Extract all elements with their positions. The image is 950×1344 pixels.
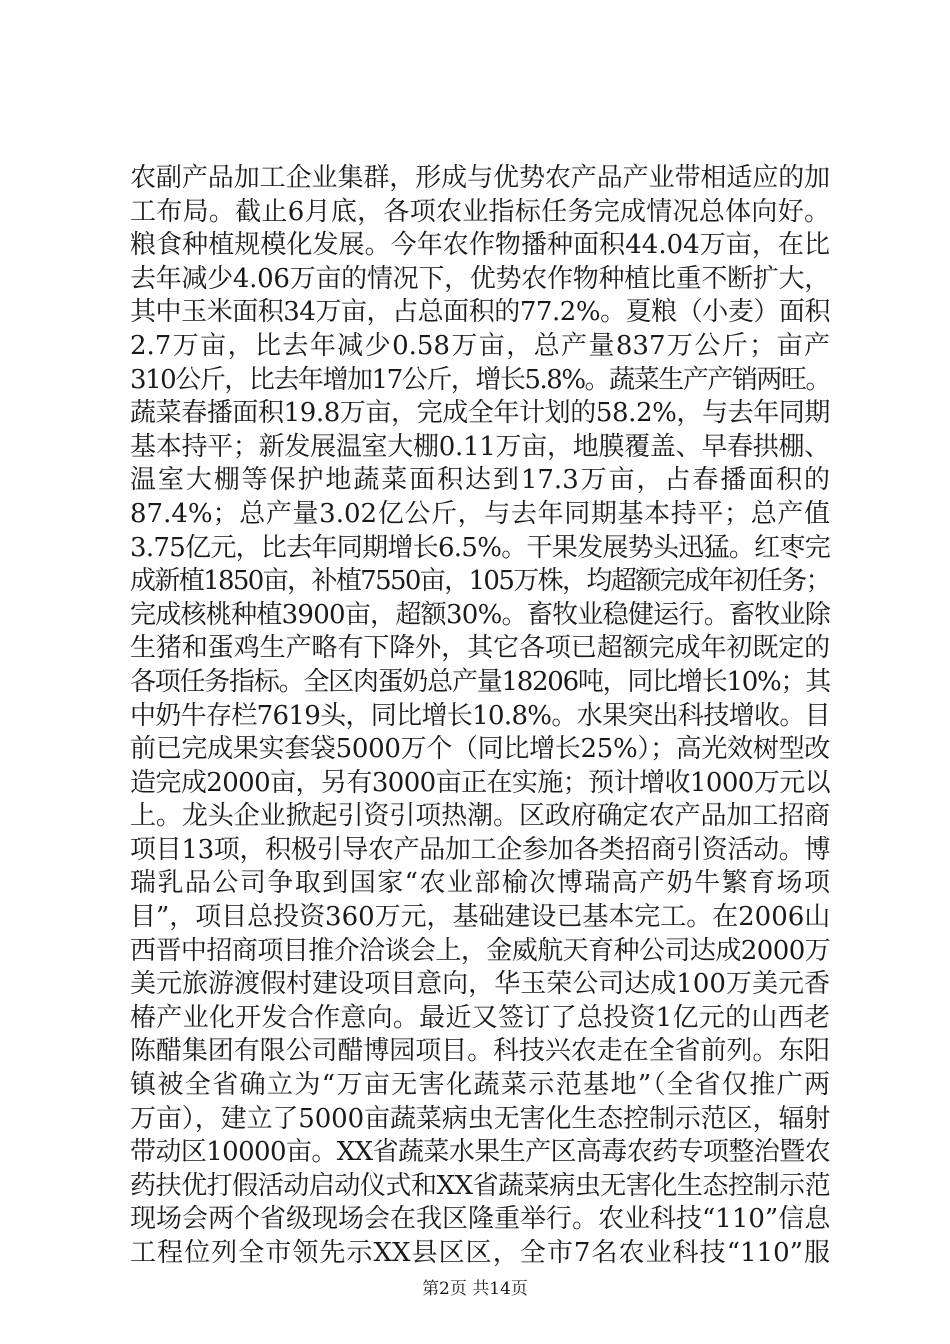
- text-line-18: 前已完成果实套袋5000万个（同比增长25%）；高光效树型改: [130, 734, 830, 765]
- text-line-1: 农副产品加工企业集群，形成与优势农产品产业带相适应的加: [130, 163, 831, 193]
- text-line-33: 工程位列全市领先示XX县区区，全市7名农业科技“110”服: [130, 1238, 830, 1268]
- text-line-28: 镇被全省确立为“万亩无害化蔬菜示范基地”（全省仅推广两: [130, 1070, 830, 1101]
- text-line-26: 椿产业化开发合作意向。最近又签订了总投资1亿元的山西老: [130, 1002, 830, 1033]
- text-line-29: 万亩），建立了5000亩蔬菜病虫无害化生态控制示范区，辐射: [130, 1103, 831, 1134]
- text-line-16: 各项任务指标。全区肉蛋奶总产量18206吨，同比增长10%；其: [130, 666, 830, 697]
- text-line-14: 完成核桃种植3900亩，超额30%。畜牧业稳健运行。畜牧业除: [130, 599, 831, 630]
- text-line-25: 美元旅游渡假村建设项目意向，华玉荣公司达成100万美元香: [130, 969, 830, 1000]
- text-line-9: 基本持平；新发展温室大棚0.11万亩，地膜覆盖、早春拱棚、: [130, 431, 830, 462]
- text-line-10: 温室大棚等保护地蔬菜面积达到17.3万亩，占春播面积的: [130, 465, 830, 496]
- text-line-6: 2.7万亩，比去年减少0.58万亩，总产量837万公斤；亩产: [130, 330, 830, 361]
- text-line-8: 蔬菜春播面积19.8万亩，完成全年计划的58.2%，与去年同期: [130, 398, 830, 429]
- text-line-21: 项目13项，积极引导农产品加工企参加各类招商引资活动。博: [130, 834, 831, 865]
- text-line-11: 87.4%；总产量3.02亿公斤，与去年同期基本持平；总产值: [130, 498, 830, 529]
- text-line-5: 其中玉米面积34万亩，占总面积的77.2%。夏粮（小麦）面积: [130, 297, 830, 328]
- text-line-2: 工布局。截止6月底，各项农业指标任务完成情况总体向好。: [130, 196, 830, 227]
- text-line-30: 带动区10000亩。XX省蔬菜水果生产区高毒农药专项整治暨农: [130, 1137, 830, 1168]
- body-text: [130, 162, 830, 1271]
- text-line-13: 成新植1850亩，补植7550亩，105万株，均超额完成年初任务；: [130, 566, 830, 597]
- text-line-4: 去年减少4.06万亩的情况下，优势农作物种植比重不断扩大，: [130, 263, 830, 294]
- text-line-7: 310公斤，比去年增加17公斤，增长5.8%。蔬菜生产产销两旺。: [130, 364, 830, 395]
- text-line-27: 陈醋集团有限公司醋博园项目。科技兴农走在全省前列。东阳: [130, 1036, 831, 1067]
- text-line-12: 3.75亿元，比去年同期增长6.5%。干果发展势头迅猛。红枣完: [130, 532, 830, 563]
- text-line-32: 现场会两个省级现场会在我区隆重举行。农业科技“110”信息: [130, 1204, 831, 1235]
- text-line-23: 目”，项目总投资360万元，基础建设已基本完工。在2006山: [130, 902, 831, 933]
- text-line-17: 中奶牛存栏7619头，同比增长10.8%。水果突出科技增收。目: [130, 700, 830, 731]
- text-line-19: 造完成2000亩，另有3000亩正在实施；预计增收1000万元以: [130, 767, 830, 798]
- text-line-24: 西晋中招商项目推介洽谈会上，金威航天育种公司达成2000万: [130, 935, 831, 966]
- text-line-22: 瑞乳品公司争取到国家“农业部榆次博瑞高产奶牛繁育场项: [130, 868, 830, 899]
- page-footer: 第2页 共14页: [422, 1279, 528, 1299]
- text-line-15: 生猪和蛋鸡生产略有下降外，其它各项已超额完成年初既定的: [130, 633, 831, 664]
- text-line-31: 药扶优打假活动启动仪式和XX省蔬菜病虫无害化生态控制示范: [130, 1170, 831, 1201]
- text-line-3: 粮食种植规模化发展。今年农作物播种面积44.04万亩，在比: [130, 230, 830, 261]
- text-line-20: 上。龙头企业掀起引资引项热潮。区政府确定农产品加工招商: [130, 801, 831, 832]
